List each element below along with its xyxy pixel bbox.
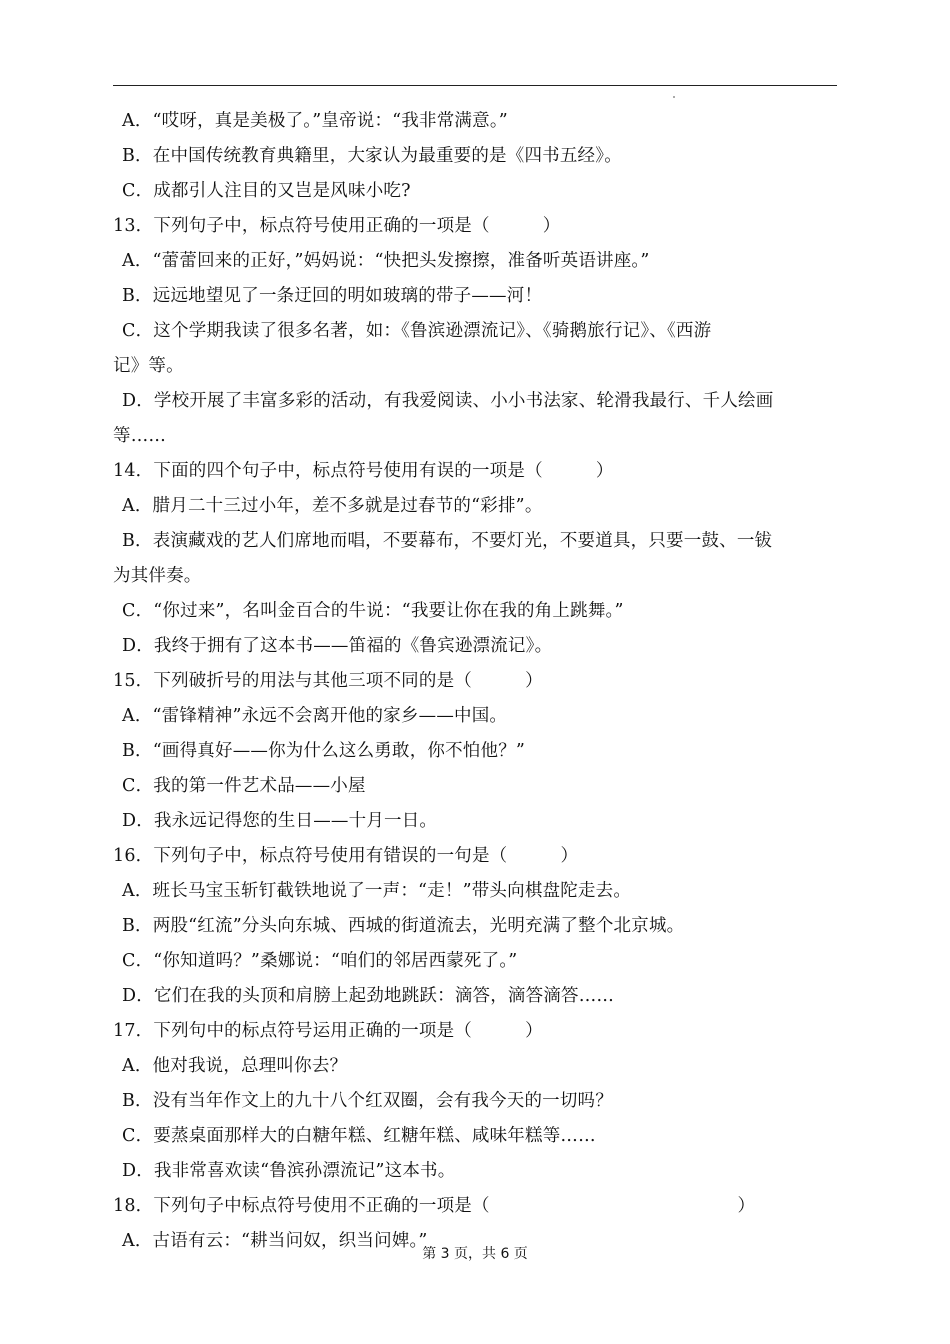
answer-option: D．学校开展了丰富多彩的活动，有我爱阅读、小小书法家、轮滑我最行、千人绘画 bbox=[122, 391, 774, 411]
answer-option: C．“你知道吗？”桑娜说：“咱们的邻居西蒙死了。” bbox=[122, 951, 518, 971]
answer-option: B．表演藏戏的艺人们席地而唱，不要幕布，不要灯光，不要道具，只要一鼓、一钹 bbox=[122, 531, 773, 551]
answer-option: C．要蒸桌面那样大的白糖年糕、红糖年糕、咸味年糕等…… bbox=[122, 1126, 596, 1146]
answer-option: D．我永远记得您的生日——十月一日。 bbox=[122, 811, 438, 831]
answer-option: A．“哎呀，真是美极了。”皇帝说：“我非常满意。” bbox=[122, 111, 508, 131]
question-stem: 15．下列破折号的用法与其他三项不同的是（ ） bbox=[113, 671, 543, 691]
answer-option: A．他对我说，总理叫你去？ bbox=[122, 1056, 348, 1076]
answer-option: D．我非常喜欢读“鲁滨孙漂流记”这本书。 bbox=[122, 1161, 456, 1181]
question-stem: 17．下列句中的标点符号运用正确的一项是（ ） bbox=[113, 1021, 543, 1041]
question-stem: 18．下列句子中标点符号使用不正确的一项是（ ） bbox=[113, 1196, 756, 1216]
answer-option: A．腊月二十三过小年，差不多就是过春节的“彩排”。 bbox=[122, 496, 543, 516]
answer-option: A．班长马宝玉斩钉截铁地说了一声：“走！”带头向棋盘陀走去。 bbox=[122, 881, 632, 901]
question-stem: 16．下列句子中，标点符号使用有错误的一句是（ ） bbox=[113, 846, 579, 866]
answer-option: D．我终于拥有了这本书——笛福的《鲁宾逊漂流记》。 bbox=[122, 636, 553, 656]
question-stem: 14．下面的四个句子中，标点符号使用有误的一项是（ ） bbox=[113, 461, 614, 481]
answer-option: A．古语有云：“耕当问奴，织当问婢。” bbox=[122, 1231, 428, 1251]
answer-option: C．“你过来”，名叫金百合的牛说：“我要让你在我的角上跳舞。” bbox=[122, 601, 624, 621]
answer-option: B．“画得真好——你为什么这么勇敢，你不怕他？” bbox=[122, 741, 526, 761]
page-speck bbox=[673, 96, 675, 98]
page-footer: 第 3 页，共 6 页 bbox=[422, 1246, 528, 1262]
answer-option: B．两股“红流”分头向东城、西城的街道流去，光明充满了整个北京城。 bbox=[122, 916, 685, 936]
answer-option: C．这个学期我读了很多名著，如：《鲁滨逊漂流记》、《骑鹅旅行记》、《西游 bbox=[122, 321, 712, 341]
document-body bbox=[113, 104, 833, 1259]
question-stem: 13．下列句子中，标点符号使用正确的一项是（ ） bbox=[113, 216, 561, 236]
option-continuation: 等…… bbox=[113, 426, 167, 446]
answer-option: A．“蕾蕾回来的正好，”妈妈说：“快把头发擦擦，准备听英语讲座。” bbox=[122, 251, 650, 271]
header-rule bbox=[113, 85, 837, 86]
option-continuation: 为其伴奏。 bbox=[113, 566, 202, 586]
answer-option: B．没有当年作文上的九十八个红双圈，会有我今天的一切吗？ bbox=[122, 1091, 613, 1111]
answer-option: B．在中国传统教育典籍里，大家认为最重要的是《四书五经》。 bbox=[122, 146, 622, 166]
answer-option: A．“雷锋精神”永远不会离开他的家乡——中国。 bbox=[122, 706, 508, 726]
answer-option: D．它们在我的头顶和肩膀上起劲地跳跃：滴答，滴答滴答…… bbox=[122, 986, 615, 1006]
answer-option: B．远远地望见了一条迂回的明如玻璃的带子——河！ bbox=[122, 286, 543, 306]
option-continuation: 记》等。 bbox=[113, 356, 184, 376]
answer-option: C．我的第一件艺术品——小屋 bbox=[122, 776, 366, 796]
answer-option: C．成都引人注目的又岂是风味小吃? bbox=[122, 181, 411, 201]
